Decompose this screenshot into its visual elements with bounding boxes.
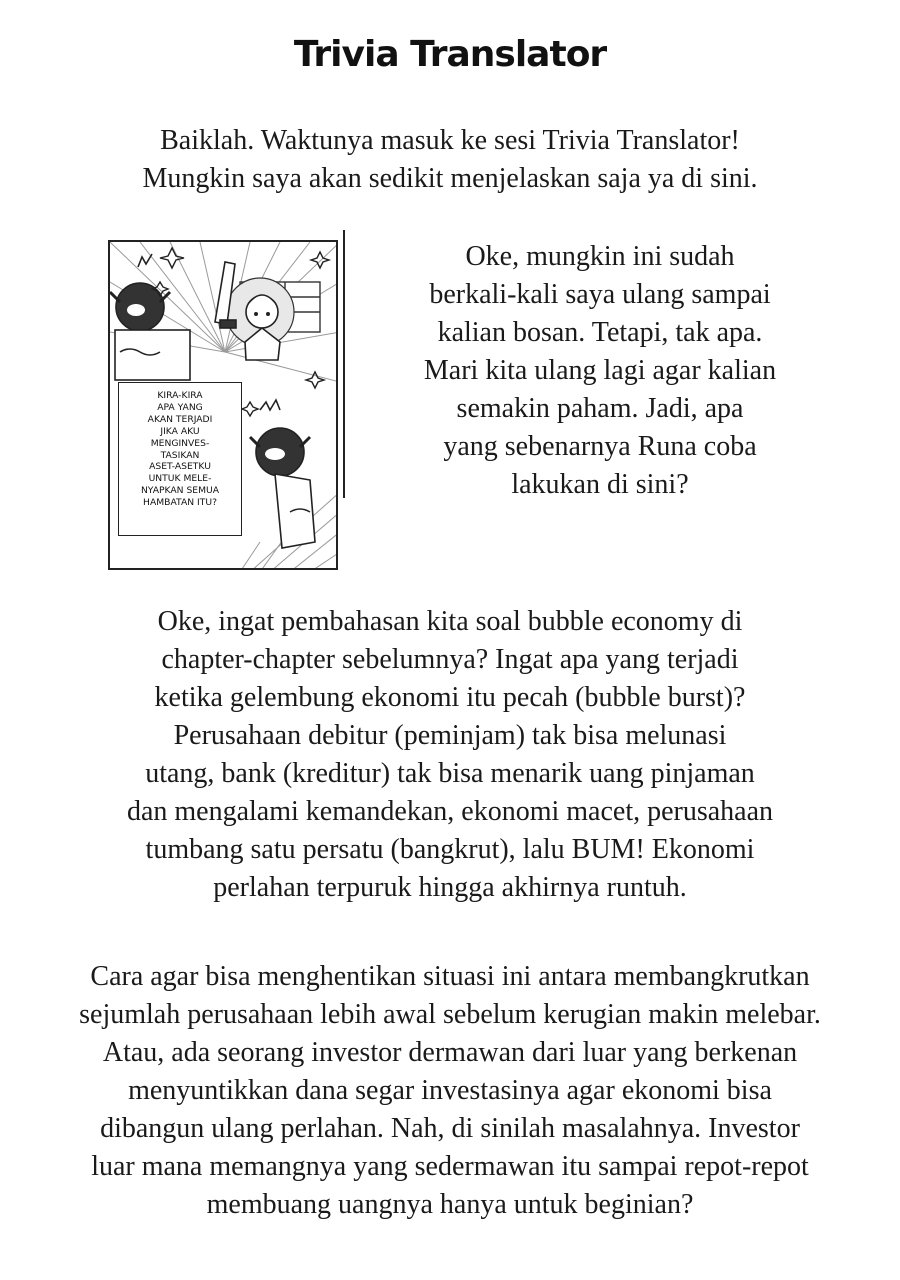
caption-line: ASET-ASETKU [149, 461, 211, 473]
caption-line: JIKA AKU [160, 425, 200, 437]
paragraph-line: tumbang satu persatu (bangkrut), lalu BUM! Ekonomi [145, 834, 755, 865]
caption-line: NYAPKAN SEMUA [140, 485, 220, 497]
paragraph-line: ketika gelembung ekonomi itu pecah (bubble burst)? [154, 682, 746, 713]
paragraph-line: menyuntikkan dana segar investasinya agar ekonomi bisa [128, 1075, 772, 1106]
paragraph-line: chapter-chapter sebelumnya? Ingat apa yang terjadi [161, 644, 739, 675]
paragraph-line: Atau, ada seorang investor dermawan dari luar yang berkenan [102, 1037, 798, 1068]
paragraph-line: Oke, ingat pembahasan kita soal bubble economy di [157, 606, 743, 637]
side-line: semakin paham. Jadi, apa [456, 393, 744, 424]
side-line: lakukan di sini? [511, 469, 689, 500]
side-line: Mari kita ulang lagi agar kalian [423, 355, 777, 386]
paragraph-line: Perusahaan debitur (peminjam) tak bisa melunasi [173, 720, 727, 751]
paragraph-line: Cara agar bisa menghentikan situasi ini antara membangkrutkan [90, 961, 810, 992]
intro-line: Baiklah. Waktunya masuk ke sesi Trivia Translator! [160, 125, 740, 156]
paragraph-line: dibangun ulang perlahan. Nah, di sinilah masalahnya. Investor [100, 1113, 800, 1144]
caption-line: AKAN TERJADI [147, 413, 213, 425]
paragraph-line: perlahan terpuruk hingga akhirnya runtuh. [213, 872, 687, 903]
side-line: Oke, mungkin ini sudah [465, 241, 735, 272]
paragraph-line: utang, bank (kreditur) tak bisa menarik uang pinjaman [145, 758, 755, 789]
paragraph-line: sejumlah perusahaan lebih awal sebelum kerugian makin melebar. [79, 999, 821, 1030]
caption-line: MENGINVES- [150, 437, 210, 449]
caption-line: UNTUK MELE- [148, 473, 212, 485]
side-line: yang sebenarnya Runa coba [443, 431, 757, 462]
side-line: berkali-kali saya ulang sampai [429, 279, 771, 310]
side-line: kalian bosan. Tetapi, tak apa. [437, 317, 763, 348]
side-text [370, 238, 830, 504]
paragraph-line: membuang uangnya hanya untuk beginian? [206, 1189, 694, 1220]
vertical-divider [343, 230, 345, 498]
page-title: Trivia Translator [293, 34, 607, 75]
speech-caption [118, 382, 242, 536]
intro-text [40, 122, 860, 198]
caption-line: TASIKAN [160, 449, 200, 461]
caption-line: APA YANG [157, 401, 203, 413]
caption-line: KIRA-KIRA [157, 390, 203, 401]
paragraph-line: luar mana memangnya yang sedermawan itu sampai repot-repot [91, 1151, 809, 1182]
caption-line: HAMBATAN ITU? [143, 497, 217, 509]
intro-line: Mungkin saya akan sedikit menjelaskan saja ya di sini. [142, 163, 758, 194]
manga-panel [108, 240, 338, 570]
paragraph-line: dan mengalami kemandekan, ekonomi macet, perusahaan [126, 796, 774, 827]
paragraph-two [0, 958, 900, 1224]
paragraph-one [20, 603, 880, 907]
